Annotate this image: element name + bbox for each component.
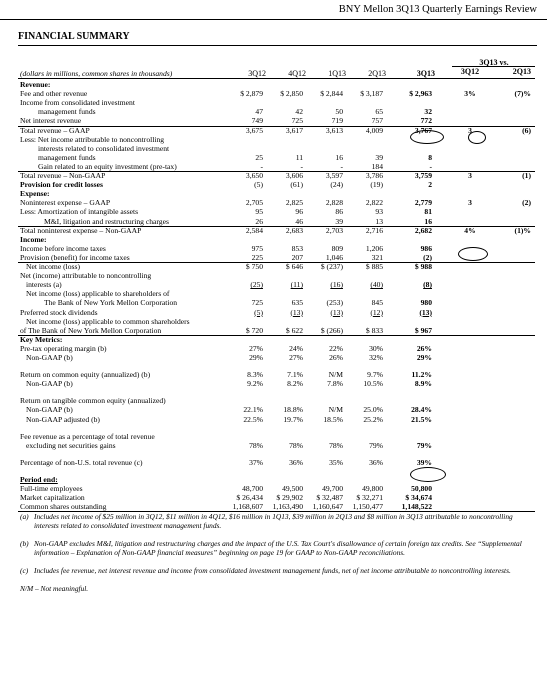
row-label: Net income (loss) applicable to common shareholders [26,316,190,326]
cell-col-2: 22% [329,343,343,353]
highlight-circle-total-revenue [410,130,444,144]
cell-col-4: 980 [420,298,432,308]
cell-col-1: 7.1% [287,370,303,380]
col-header-1q13: 1Q13 [328,69,346,78]
cell-col-1: 853 [291,243,303,253]
footnote [20,539,535,557]
table-row [0,298,547,307]
cell-col-4: (8) [423,280,432,290]
footnote [20,566,535,575]
table-row [0,126,547,135]
cell-col-4: $ 34,674 [405,493,432,503]
row-label: Provision (benefit) for income taxes [20,252,130,262]
cell-col-4: 772 [420,116,432,126]
col-header-4q12: 4Q12 [288,69,306,78]
cell-col-3: 2,716 [365,225,383,235]
cell-col-1: $ 2,850 [280,89,303,99]
cell-col-2: 809 [331,243,343,253]
cell-col-6: (1)% [514,225,531,235]
table-row [0,396,547,405]
cell-col-0: 22.1% [243,405,263,415]
table-row [0,370,547,379]
cell-col-4: 986 [420,243,432,253]
cell-col-1: 24% [289,343,303,353]
cell-col-2: 2,828 [325,198,343,208]
footnote [20,584,535,593]
footnote-text: Includes fee revenue, net interest revenue and income from consolidated investment management funds, net of net income attributable to noncontrolling interests. [34,566,511,576]
cell-col-3: 25.0% [363,405,383,415]
table-row [0,344,547,353]
cell-col-0: 22.5% [243,414,263,424]
col-group-rule [452,66,535,67]
cell-col-4: 50,800 [411,484,432,493]
cell-col-0: (5) [254,307,263,317]
cell-col-2: - [340,161,343,171]
cell-col-6: (6) [522,125,531,135]
cell-col-2: 1,046 [325,252,343,262]
cell-col-1: 3,606 [285,171,303,180]
table-row [0,180,547,189]
cell-col-3: 32% [369,353,383,362]
cell-col-3: 13 [375,216,383,226]
cell-col-4: $ 988 [414,262,432,271]
cell-col-3: 36% [369,457,383,467]
cell-col-2: (253) [326,298,343,308]
cell-col-0: 29% [249,353,263,362]
cell-col-1: 27% [289,353,303,362]
cell-col-2: N/M [328,370,343,380]
cell-col-0: 749 [251,116,263,126]
cell-col-2: $ (266) [320,325,343,335]
cell-col-3: 65 [375,107,383,117]
cell-col-1: 78% [289,440,303,450]
row-label: Return on common equity (annualized) (b) [20,370,151,380]
cell-col-0: 95 [255,207,263,217]
cell-col-1: 2,825 [285,198,303,208]
table-row [0,441,547,450]
cell-col-2: 50 [335,107,343,117]
cell-col-0: 8.3% [247,370,263,380]
cell-col-0: 26 [255,216,263,226]
cell-col-4: 2 [428,180,432,190]
table-row [0,493,547,502]
cell-col-2: 39 [335,216,343,226]
cell-col-2: $ (237) [320,262,343,271]
cell-col-5: 4% [464,225,476,235]
highlight-circle-rotce [410,467,446,482]
cell-col-3: 184 [371,161,383,171]
row-label: Provision for credit losses [20,180,103,190]
cell-col-1: (11) [290,280,303,290]
cell-col-1: 11 [295,152,303,162]
cell-col-4: 79% [416,440,432,450]
cell-col-0: 1,168,607 [232,502,263,512]
cell-col-0: $ 750 [245,262,263,271]
cell-col-1: 1,163,490 [272,502,303,512]
cell-col-0: (25) [250,280,263,290]
highlight-circle-expense-growth [458,247,488,261]
row-label: interests related to consolidated investment [38,143,170,153]
cell-col-1: 36% [289,457,303,467]
cell-col-1: 42 [295,107,303,117]
cell-col-0: $ 720 [245,325,263,335]
cell-col-4: 32 [424,107,432,117]
cell-col-3: 30% [369,343,383,353]
cell-col-3: 845 [371,298,383,308]
cell-col-0: 25 [255,152,263,162]
row-label: Total noninterest expense – Non-GAAP [20,225,142,235]
cell-col-4: 3,767 [414,125,432,135]
cell-col-0: 725 [251,298,263,308]
table-row [0,171,547,180]
cell-col-2: $ 32,487 [316,493,343,503]
cell-col-3: $ 833 [365,325,383,335]
cell-col-4: 81 [424,207,432,217]
page-title: FINANCIAL SUMMARY [18,31,130,42]
cell-col-3: 1,206 [365,243,383,253]
report-header-title: BNY Mellon 3Q13 Quarterly Earnings Review [338,4,537,15]
cell-col-1: 18.8% [283,405,303,415]
table-row [0,217,547,226]
cell-col-2: 86 [335,207,343,217]
table-row [0,317,547,326]
cell-col-4: 1,148,522 [401,502,432,512]
cell-col-0: 47 [255,107,263,117]
cell-col-0: 2,705 [245,198,263,208]
row-label: Expense: [20,189,50,199]
cell-col-1: 635 [291,298,303,308]
cell-col-1: (13) [290,307,303,317]
table-row [0,135,547,144]
cell-col-3: $ 3,187 [360,89,383,99]
cell-col-4: 21.5% [411,414,432,424]
row-label: excluding net securities gains [26,440,116,450]
cell-col-4: - [429,161,432,171]
cell-col-4: 3,759 [414,171,432,180]
table-row [0,280,547,289]
cell-col-4: 29% [416,353,432,362]
table-row [0,262,547,271]
cell-col-2: (16) [330,280,343,290]
col-header-3q13: 3Q13 [416,69,435,78]
cell-col-4: 28.4% [411,405,432,415]
cell-col-0: 78% [249,440,263,450]
cell-col-3: 321 [371,252,383,262]
table-row [0,475,547,484]
cell-col-0: 225 [251,252,263,262]
cell-col-1: - [300,161,303,171]
footnote-key: (b) [20,539,29,549]
table-row [0,353,547,362]
cell-col-4: 2,779 [414,198,432,208]
cell-col-2: 35% [329,457,343,467]
cell-col-0: 48,700 [242,484,263,493]
row-label: Net interest revenue [20,116,82,126]
row-label: Non-GAAP (b) [26,405,73,415]
cell-col-2: 3,613 [325,125,343,135]
cell-col-2: 18.5% [323,414,343,424]
cell-col-4: 26% [416,343,432,353]
cell-col-5: 3 [468,125,472,135]
table-row [0,308,547,317]
row-label: Less: Amortization of intangible assets [20,207,139,217]
cell-col-1: 3,617 [285,125,303,135]
table-row [0,415,547,424]
cell-col-4: 8 [428,152,432,162]
cell-col-2: (13) [330,307,343,317]
title-divider [18,45,537,46]
table-row [0,235,547,244]
table-row [0,226,547,235]
units-note: (dollars in millions, common shares in thousands) [20,69,173,78]
cell-col-0: $ 2,879 [240,89,263,99]
cell-col-5: 3 [468,198,472,208]
table-row [0,153,547,162]
cell-col-0: 2,584 [245,225,263,235]
row-label: Total revenue – GAAP [20,125,90,135]
table-row [0,207,547,216]
col-header-vs-3q12: 3Q12 [460,67,480,76]
table-row [0,432,547,441]
cell-col-2: 3,597 [325,171,343,180]
row-label: Non-GAAP (b) [26,379,73,389]
table-row [0,484,547,493]
cell-col-2: (24) [330,180,343,190]
cell-col-2: 2,703 [325,225,343,235]
table-row [0,335,547,344]
cell-col-4: 2,682 [414,225,432,235]
cell-col-3: 79% [369,440,383,450]
cell-col-0: 3,650 [245,171,263,180]
table-row [0,198,547,207]
cell-col-4: $ 967 [414,325,432,335]
cell-col-0: $ 26,434 [236,493,263,503]
row-label: Market capitalization [20,493,85,503]
table-row [0,326,547,335]
col-header-2q13: 2Q13 [368,69,386,78]
row-label: Full-time employees [20,484,83,493]
cell-col-6: (7)% [514,89,531,99]
cell-col-1: 207 [291,252,303,262]
cell-col-2: 26% [329,353,343,362]
row-label: interests (a) [26,280,62,290]
cell-col-0: 3,675 [245,125,263,135]
header-divider [0,19,547,20]
row-label: The Bank of New York Mellon Corporation [44,298,178,308]
cell-col-1: 725 [291,116,303,126]
cell-col-4: (2) [423,252,432,262]
row-label: Percentage of non-U.S. total revenue (c) [20,457,143,467]
row-label: Preferred stock dividends [20,307,98,317]
cell-col-2: N/M [328,405,343,415]
row-label: Gain related to an equity investment (pre-tax) [38,161,177,171]
table-row [0,271,547,280]
cell-col-3: (19) [370,180,383,190]
units-note-row [0,69,547,78]
row-label: Fee revenue as a percentage of total revenue [20,431,155,441]
row-label: Pre-tax operating margin (b) [20,343,107,353]
cell-col-1: (61) [290,180,303,190]
table-row [0,162,547,171]
cell-col-4: 11.2% [411,370,432,380]
cell-col-0: 27% [249,343,263,353]
table-row [0,144,547,153]
cell-col-0: 37% [249,457,263,467]
table-row [0,458,547,467]
row-label: Revenue: [20,80,51,89]
row-label: Net (income) attributable to noncontrolling [20,271,152,281]
cell-col-4: (13) [419,307,432,317]
table-row [0,80,547,89]
table-row [0,289,547,298]
cell-col-1: 8.2% [287,379,303,389]
cell-col-3: 4,009 [365,125,383,135]
cell-col-4: 16 [424,216,432,226]
row-label: Key Metrics: [20,334,63,344]
cell-col-3: 25.2% [363,414,383,424]
cell-col-3: $ 32,271 [356,493,383,503]
cell-col-0: 975 [251,243,263,253]
row-label: Net income (loss) [26,262,80,271]
row-label: Common shares outstanding [20,502,107,512]
cell-col-3: 39 [375,152,383,162]
table-row [0,405,547,414]
cell-col-2: $ 2,844 [320,89,343,99]
row-label: Noninterest expense – GAAP [20,198,111,208]
cell-col-3: 93 [375,207,383,217]
cell-col-0: (5) [254,180,263,190]
cell-col-1: 2,683 [285,225,303,235]
row-label: of The Bank of New York Mellon Corporation [20,325,162,335]
col-header-3q12: 3Q12 [248,69,266,78]
cell-col-3: 3,786 [365,171,383,180]
highlight-circle-revenue-growth [468,131,486,144]
cell-col-3: 757 [371,116,383,126]
cell-col-3: 2,822 [365,198,383,208]
footnote-text: Non-GAAP excludes M&I, litigation and restructuring charges and the impact of the U.S. Tax Court's disallowance of certain foreign tax credits. See “Supplemental information – Explanation of Non-GAAP financial measures” beginning on page 19 for GAAP to Non-GAAP reconciliations. [34,539,522,558]
cell-col-5: 3% [464,89,476,99]
cell-col-3: $ 885 [365,262,383,271]
cell-col-3: 9.7% [367,370,383,380]
col-header-vs-2q13: 2Q13 [512,67,531,76]
row-label: Return on tangible common equity (annualized) [20,396,166,406]
cell-col-6: (1) [522,171,531,180]
cell-col-0: 9.2% [247,379,263,389]
cell-col-6: (2) [522,198,531,208]
row-label: Income from consolidated investment [20,98,135,108]
cell-col-1: $ 646 [285,262,303,271]
footnote [20,512,535,530]
row-label: Period end: [20,474,58,484]
footnote-key: (c) [20,566,29,576]
row-label: management funds [38,152,96,162]
cell-col-1: 19.7% [283,414,303,424]
header-bottom-rule [18,78,535,79]
cell-col-2: 1,160,647 [312,502,343,512]
cell-col-3: 10.5% [363,379,383,389]
row-label: Non-GAAP adjusted (b) [26,414,100,424]
table-row [0,98,547,107]
table-row [0,116,547,125]
table-row [0,189,547,198]
cell-col-5: 3 [468,171,472,180]
cell-col-1: 96 [295,207,303,217]
cell-col-1: $ 622 [285,325,303,335]
column-group-label: 3Q13 vs. [479,58,509,67]
footnote-text: N/M – Not meaningful. [20,584,89,594]
cell-col-1: $ 29,902 [276,493,303,503]
cell-col-2: 7.8% [327,379,343,389]
cell-col-2: 16 [335,152,343,162]
cell-col-3: (12) [370,307,383,317]
footnote-text: Includes net income of $25 million in 3Q12, $11 million in 4Q12, $16 million in 1Q13, $39 million in 2Q13 and $8 million in 3Q13 attributable to noncontrolling interests related to consolidated investment management funds. [34,512,513,531]
row-label: Fee and other revenue [20,89,88,99]
cell-col-0: - [260,161,263,171]
cell-col-2: 78% [329,440,343,450]
cell-col-3: 1,150,477 [352,502,383,512]
cell-col-3: 49,800 [362,484,383,493]
cell-col-4: 39% [416,457,432,467]
table-row [0,502,547,511]
row-label: Income before income taxes [20,243,106,253]
footnote-key: (a) [20,512,29,522]
row-label: Non-GAAP (b) [26,353,73,362]
row-label: Net income (loss) applicable to shareholders of [26,289,170,299]
cell-col-4: 8.9% [414,379,432,389]
cell-col-1: 46 [295,216,303,226]
cell-col-3: (40) [370,280,383,290]
table-row [0,89,547,98]
row-label: management funds [38,107,96,117]
row-label: Total revenue – Non-GAAP [20,171,106,180]
cell-col-2: 719 [331,116,343,126]
cell-col-2: 49,700 [322,484,343,493]
row-label: Income: [20,234,47,244]
table-row [0,379,547,388]
row-label: Less: Net income attributable to noncontrolling [20,134,165,144]
table-row [0,107,547,116]
cell-col-1: 49,500 [282,484,303,493]
cell-col-4: $ 2,963 [409,89,432,99]
row-label: M&I, litigation and restructuring charges [44,216,169,226]
